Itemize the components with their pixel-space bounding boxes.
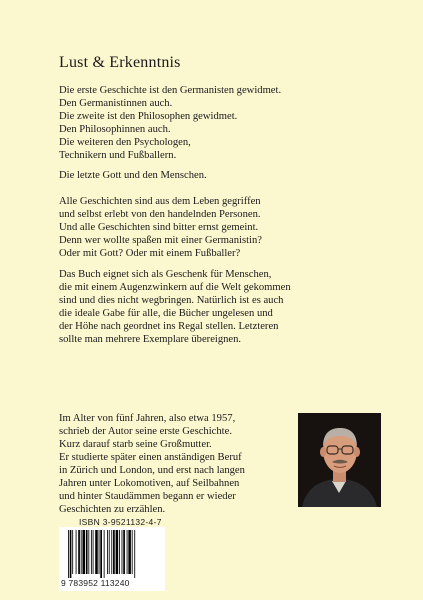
- barcode-bar: [123, 530, 125, 574]
- isbn-label: ISBN 3-9521132-4-7: [79, 517, 162, 527]
- barcode-bar: [127, 530, 128, 574]
- author-bio: Im Alter von fünf Jahren, also etwa 1957, schrieb der Autor seine erste Geschichte. Kurz darauf starb seine Großmutter. Er studierte später einen anständigen Beruf in Zürich und London, und erst nach langen Jahren unter Lokomotiven, auf Seilbahnen und hinter Staudämmen begann er wieder Geschichten zu erzählen.: [59, 413, 245, 515]
- barcode-icon: [68, 530, 158, 578]
- page-title: Lust & Erkenntnis: [59, 54, 181, 71]
- barcode-bar: [128, 530, 131, 574]
- dedication-paragraph: Die erste Geschichte ist den Germanisten gewidmet. Den Germanistinnen auch. Die zweite ist den Philosophen gewidmet. Den Philosophinnen auch. Die weiteren den Psychologen, Technikern und Fußballern.: [59, 85, 282, 161]
- barcode-bar: [116, 530, 119, 574]
- stories-paragraph: Alle Geschichten sind aus dem Leben gegriffen und selbst erlebt von den handelnden Personen. Und alle Geschichten sind bitter ernst gemeint. Denn wer wollte spaßen mit einer Germanistin? Oder mit Gott? Oder mit einem Fußballer?: [59, 196, 262, 259]
- barcode-bar: [95, 530, 98, 574]
- barcode-bar: [134, 530, 135, 578]
- author-portrait-image: [298, 413, 381, 507]
- barcode-bar: [111, 530, 112, 574]
- barcode-bar: [82, 530, 85, 574]
- barcode: [59, 527, 165, 591]
- barcode-bar: [72, 530, 73, 574]
- barcode-bar: [113, 530, 115, 574]
- barcode-bar: [70, 530, 72, 578]
- barcode-bar: [81, 530, 82, 574]
- barcode-bar: [99, 530, 100, 574]
- barcode-bar: [76, 530, 77, 574]
- barcode-bar: [122, 530, 123, 574]
- barcode-bar: [86, 530, 88, 574]
- barcode-bar: [109, 530, 110, 574]
- barcode-bar: [88, 530, 89, 574]
- barcode-bar: [100, 530, 102, 578]
- barcode-bar: [68, 530, 69, 578]
- author-photo: [298, 413, 381, 507]
- barcode-bar: [119, 530, 120, 574]
- barcode-bar: [132, 530, 133, 574]
- barcode-digits: 9 783952 113240: [61, 578, 130, 588]
- barcode-bar: [78, 530, 80, 574]
- barcode-bar: [93, 530, 94, 574]
- barcode-bar: [107, 530, 108, 574]
- gift-paragraph: Das Buch eignet sich als Geschenk für Menschen, die mit einem Augenzwinkern auf die Welt gekommen sind und dies nicht wegbringen. Natürlich ist es auch die ideale Gabe für alle, die Bücher ungelesen und der Höhe nach geordnet ins Regal stellen. Letzteren sollte man mehrere Exemplare übereignen.: [59, 269, 291, 345]
- barcode-bar: [104, 530, 105, 578]
- barcode-bar: [91, 530, 92, 574]
- dedication-closing: Die letzte Gott und den Menschen.: [59, 170, 207, 181]
